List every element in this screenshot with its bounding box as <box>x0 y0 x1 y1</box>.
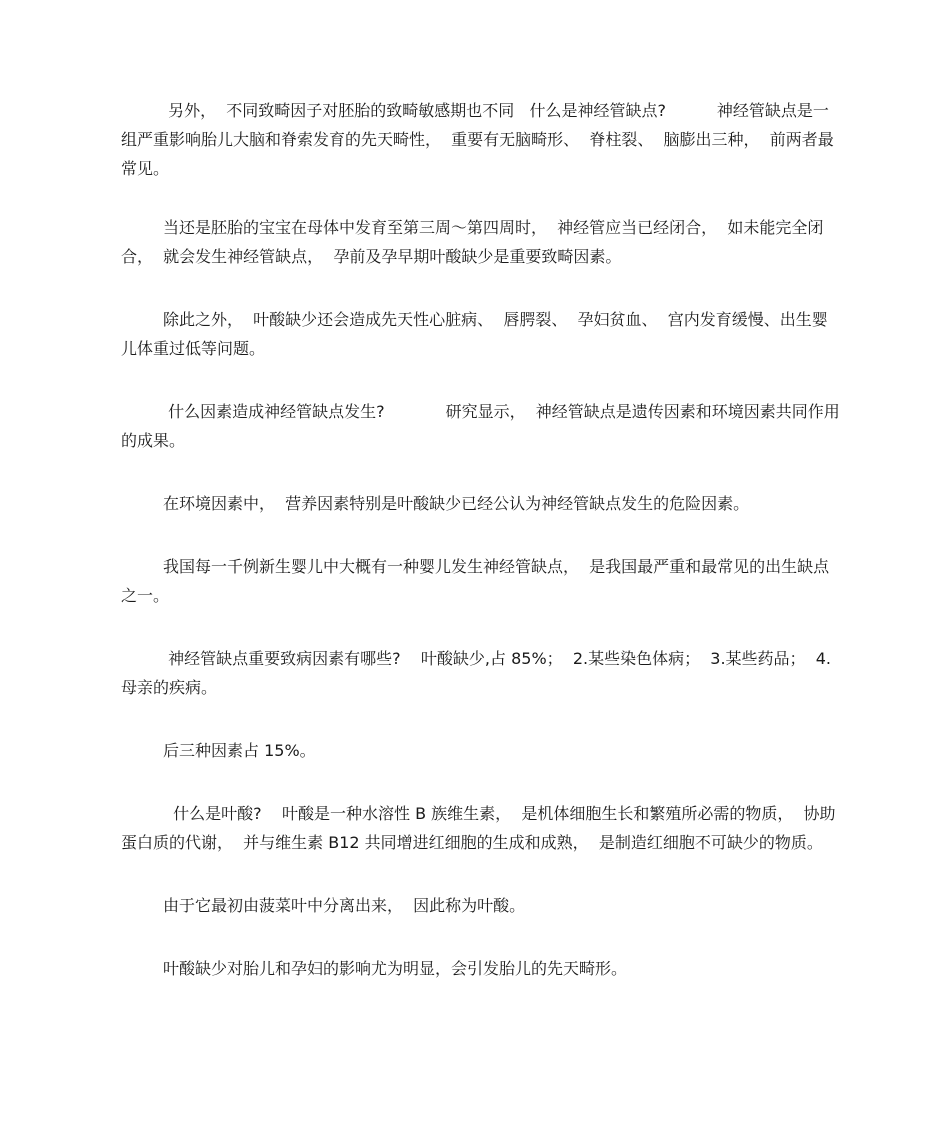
paragraph-11: 叶酸缺少对胎儿和孕妇的影响尤为明显，会引发胎儿的先天畸形。 <box>163 959 628 978</box>
paragraph-6: 我国每一千例新生婴儿中大概有一种婴儿发生神经管缺点， 是我国最严重和最常见的出生缺点之一。 <box>121 557 830 605</box>
paragraph-8: 后三种因素占 15%。 <box>163 741 316 760</box>
paragraph-4: 什么因素造成神经管缺点发生? 研究显示， 神经管缺点是遗传因素和环境因素共同作用的成果。 <box>121 402 840 450</box>
paragraph-9: 什么是叶酸? 叶酸是一种水溶性 B 族维生素， 是机体细胞生长和繁殖所必需的物质， 协助蛋白质的代谢， 并与维生素 B12 共同增进红细胞的生成和成熟， 是制造红细胞不可缺少的物质。 <box>121 804 836 852</box>
paragraph-2: 当还是胚胎的宝宝在母体中发育至第三周～第四周时， 神经管应当已经闭合， 如未能完全闭合， 就会发生神经管缺点， 孕前及孕早期叶酸缺少是重要致畸因素。 <box>121 218 824 266</box>
document-body <box>121 96 841 983</box>
paragraph-1: 另外， 不同致畸因子对胚胎的致畸敏感期也不同 什么是神经管缺点? 神经管缺点是一组严重影响胎儿大脑和脊索发育的先天畸性， 重要有无脑畸形、 脊柱裂、 脑膨出三种， 前两者最常见。 <box>121 101 834 178</box>
paragraph-5: 在环境因素中， 营养因素特别是叶酸缺少已经公认为神经管缺点发生的危险因素。 <box>163 494 750 513</box>
paragraph-3: 除此之外， 叶酸缺少还会造成先天性心脏病、 唇腭裂、 孕妇贫血、 宫内发育缓慢、出生婴儿体重过低等问题。 <box>121 310 828 358</box>
paragraph-10: 由于它最初由菠菜叶中分离出来， 因此称为叶酸。 <box>163 896 526 915</box>
paragraph-7: 神经管缺点重要致病因素有哪些? 叶酸缺少,占 85%； 2.某些染色体病； 3.某些药品； 4.母亲的疾病。 <box>121 649 831 697</box>
